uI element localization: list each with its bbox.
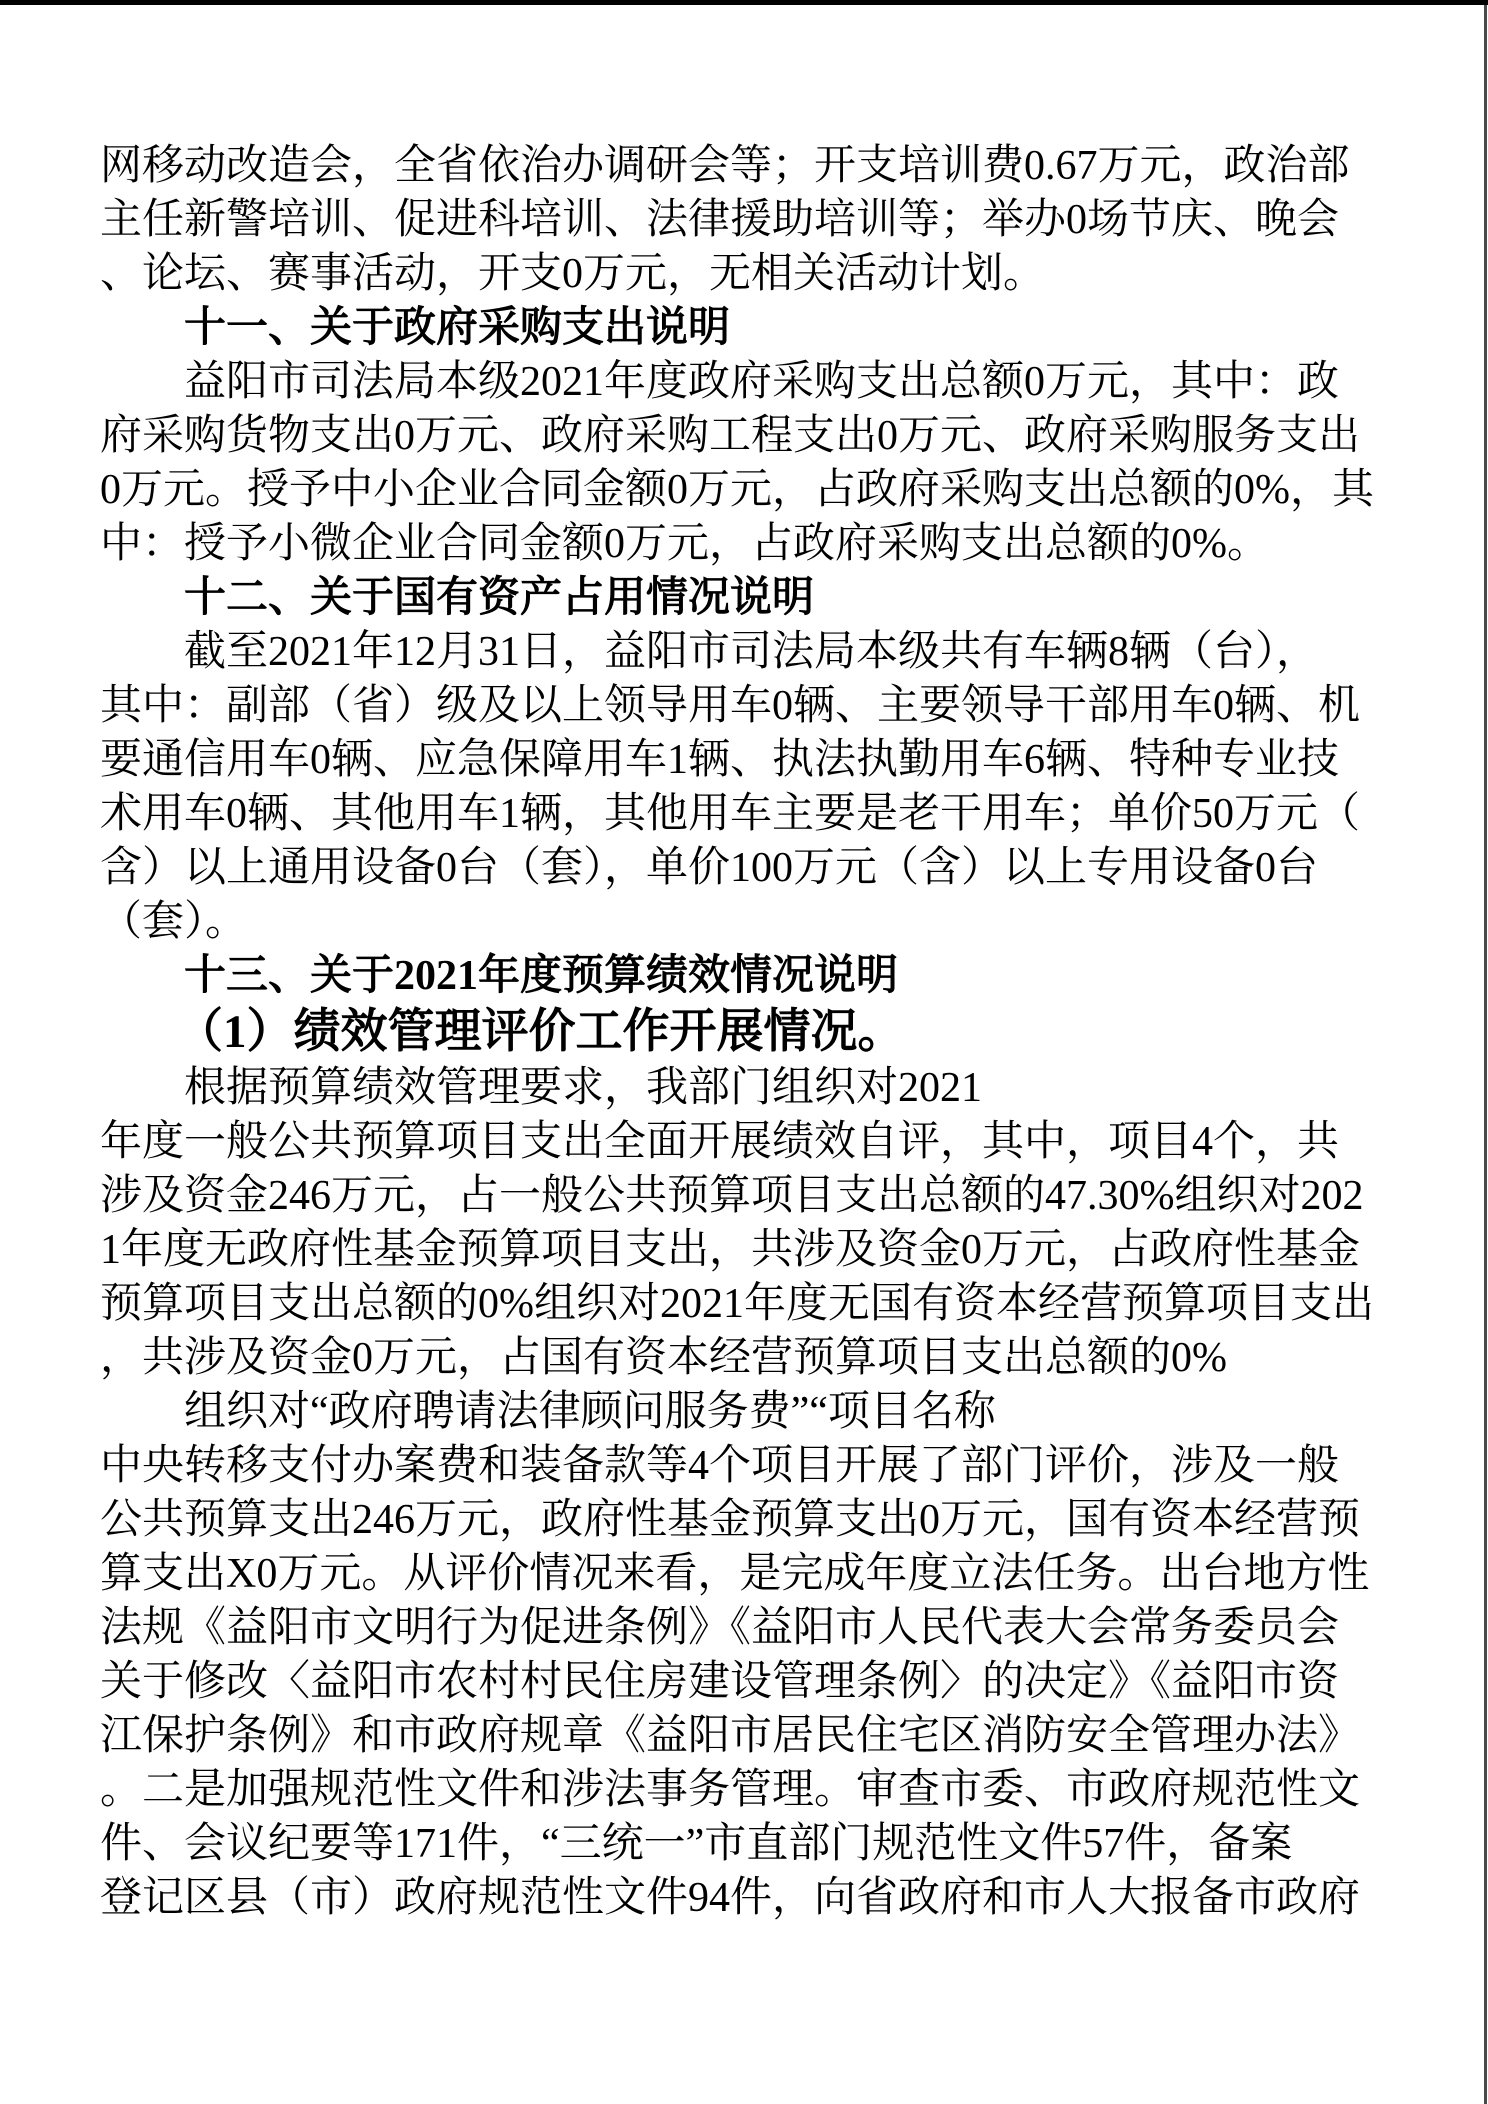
paragraph-line: 年度一般公共预算项目支出全面开展绩效自评，其中，项目4个，共 [100,1119,1340,1165]
paragraph-line: 主任新警培训、促进科培训、法律援助培训等；举办0场节庆、晚会 [100,197,1340,243]
subsection-heading: （1）绩效管理评价工作开展情况。 [176,1006,905,1058]
paragraph-line: 中央转移支付办案费和装备款等4个项目开展了部门评价，涉及一般 [100,1443,1340,1489]
paragraph-line: 0万元。授予中小企业合同金额0万元，占政府采购支出总额的0%，其 [100,467,1374,513]
paragraph-line: 其中：副部（省）级及以上领导用车0辆、主要领导干部用车0辆、机 [100,683,1361,729]
paragraph-line: 网移动改造会，全省依治办调研会等；开支培训费0.67万元，政治部 [100,143,1350,189]
paragraph-line: 。二是加强规范性文件和涉法事务管理。审查市委、市政府规范性文 [100,1767,1361,1813]
paragraph-line: 登记区县（市）政府规范性文件94件，向省政府和市人大报备市政府 [100,1875,1361,1921]
paragraph-line: 府采购货物支出0万元、政府采购工程支出0万元、政府采购服务支出 [100,413,1361,459]
paragraph-line: 涉及资金246万元，占一般公共预算项目支出总额的47.30%组织对202 [100,1173,1364,1219]
paragraph-line: 要通信用车0辆、应急保障用车1辆、执法执勤用车6辆、特种专业技 [100,737,1340,783]
paragraph-line: 中：授予小微企业合同金额0万元，占政府采购支出总额的0%。 [100,521,1269,567]
paragraph-line: 预算项目支出总额的0%组织对2021年度无国有资本经营预算项目支出 [100,1281,1374,1327]
paragraph-line: 关于修改〈益阳市农村村民住房建设管理条例〉的决定》《益阳市资 [100,1659,1340,1705]
paragraph-line: 公共预算支出246万元，政府性基金预算支出0万元，国有资本经营预 [100,1497,1361,1543]
paragraph-line: 算支出X0万元。从评价情况来看，是完成年度立法任务。出台地方性 [100,1551,1370,1597]
paragraph-line: 含）以上通用设备0台（套），单价100万元（含）以上专用设备0台 [100,845,1319,891]
paragraph-line: 江保护条例》和市政府规章《益阳市居民住宅区消防安全管理办法》 [100,1713,1361,1759]
paragraph-line: 法规《益阳市文明行为促进条例》《益阳市人民代表大会常务委员会 [100,1605,1340,1651]
paragraph-line: 件、会议纪要等171件，“三统一”市直部门规范性文件57件，备案 [100,1821,1293,1867]
paragraph-line: ，共涉及资金0万元，占国有资本经营预算项目支出总额的0% [100,1335,1227,1381]
paragraph-line: 术用车0辆、其他用车1辆，其他用车主要是老干用车；单价50万元（ [100,791,1361,837]
page-right-edge-line [1484,5,1487,2104]
paragraph-first-line: 益阳市司法局本级2021年度政府采购支出总额0万元，其中：政 [184,359,1340,405]
section-heading: 十三、关于2021年度预算绩效情况说明 [184,953,899,999]
section-heading: 十一、关于政府采购支出说明 [184,305,731,351]
document-body [100,139,1400,1925]
paragraph-first-line: 截至2021年12月31日，益阳市司法局本级共有车辆8辆（台）， [184,629,1319,675]
section-heading: 十二、关于国有资产占用情况说明 [184,575,815,621]
paragraph-first-line: 组织对“政府聘请法律顾问服务费”“项目名称 [184,1389,996,1435]
paragraph-first-line: 根据预算绩效管理要求，我部门组织对2021 [184,1065,983,1111]
paragraph-line: （套）。 [100,899,248,945]
paragraph-line: 1年度无政府性基金预算项目支出，共涉及资金0万元，占政府性基金 [100,1227,1361,1273]
paragraph-line: 、论坛、赛事活动，开支0万元，无相关活动计划。 [100,251,1046,297]
